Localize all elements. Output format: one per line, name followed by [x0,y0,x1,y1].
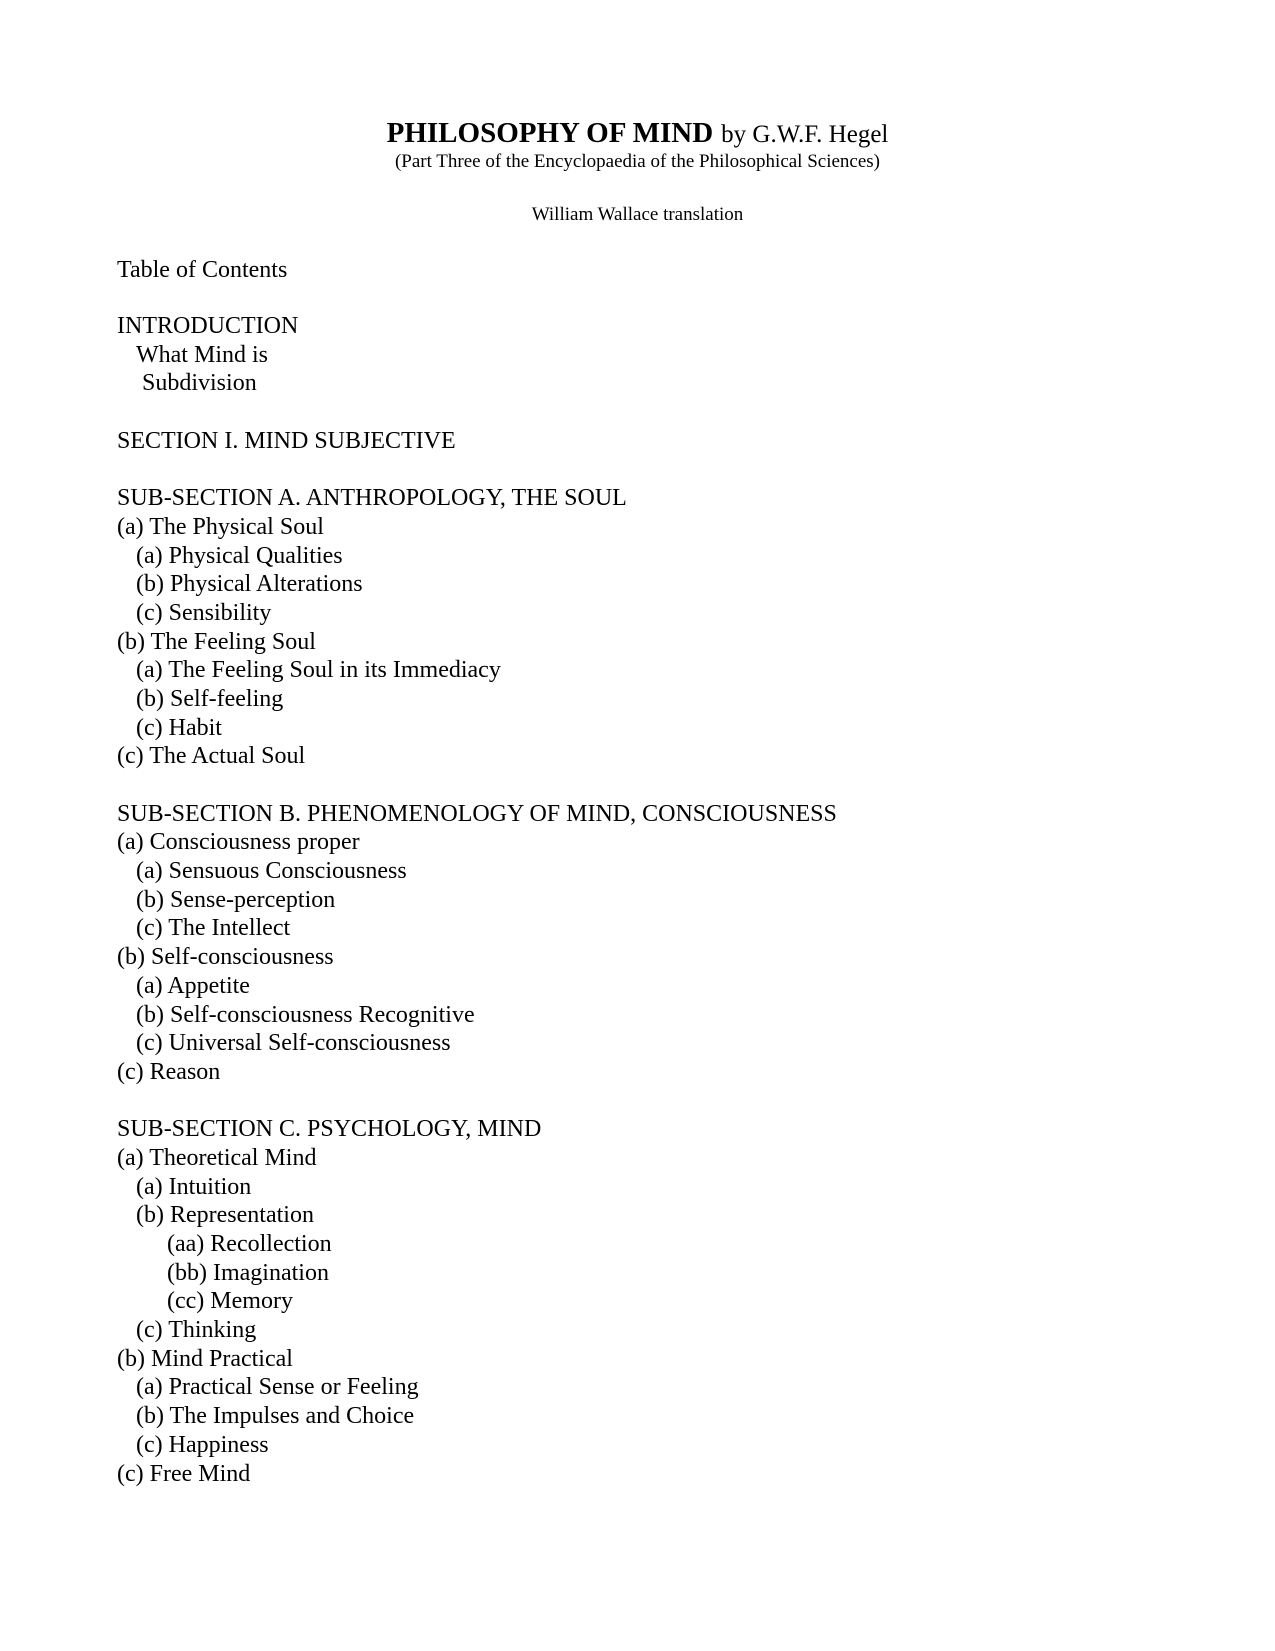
document-author: by G.W.F. Hegel [721,121,889,148]
toc-entry: (c) Universal Self-consciousness [136,1030,451,1057]
toc-entry: SECTION I. MIND SUBJECTIVE [117,427,456,454]
toc-entry: INTRODUCTION [117,313,299,339]
translator-credit: William Wallace translation [531,204,744,225]
toc-entry: Subdivision [142,370,257,397]
toc-entry: (cc) Memory [167,1288,293,1315]
toc-entry: SUB-SECTION C. PSYCHOLOGY, MIND [117,1116,542,1143]
toc-entry: (c) Sensibility [136,599,272,626]
toc-entry: (b) Physical Alterations [136,571,363,598]
toc-entry: (b) Self-consciousness Recognitive [136,1001,475,1028]
toc-entry: (b) Self-consciousness [117,944,334,971]
toc-entry: (a) The Feeling Soul in its Immediacy [136,657,501,684]
toc-entry: (c) Happiness [136,1431,269,1458]
toc-entry: (b) Sense-perception [136,886,336,913]
toc-entry: (a) Intuition [136,1173,252,1200]
toc-entry: (c) Free Mind [117,1460,251,1487]
toc-entry: (b) The Feeling Soul [117,628,316,655]
toc-entry: SUB-SECTION A. ANTHROPOLOGY, THE SOUL [117,485,627,512]
toc-entry: (a) Consciousness proper [117,829,360,856]
toc-entry: (c) The Actual Soul [117,743,306,770]
toc-entry: (a) The Physical Soul [117,513,324,540]
toc-entry: (a) Theoretical Mind [117,1144,317,1171]
toc-entry: (a) Practical Sense or Feeling [136,1374,419,1401]
toc-entry: (a) Sensuous Consciousness [136,858,407,885]
toc-entry: (c) Reason [117,1058,221,1085]
toc-entry: (a) Physical Qualities [136,542,343,569]
toc-entry: What Mind is [136,341,268,368]
toc-entry: (b) Self-feeling [136,685,284,712]
toc-entry: (b) Mind Practical [117,1345,293,1372]
toc-entry: (a) Appetite [136,972,250,999]
toc-entry: SUB-SECTION B. PHENOMENOLOGY OF MIND, CONSCIOUSNESS [117,800,837,827]
toc-entry: (bb) Imagination [167,1259,329,1286]
document-title: PHILOSOPHY OF MIND [386,117,714,149]
table-of-contents [117,312,837,1488]
toc-entry: (c) Habit [136,714,222,741]
toc-entry: (c) The Intellect [136,915,291,942]
toc-entry: (c) Thinking [136,1317,257,1344]
toc-heading: Table of Contents [117,257,288,283]
toc-entry: (b) The Impulses and Choice [136,1403,415,1430]
toc-entry: (aa) Recollection [167,1231,332,1257]
document-subtitle: (Part Three of the Encyclopaedia of the Philosophical Sciences) [394,151,881,172]
toc-entry: (b) Representation [136,1202,314,1229]
title-line [0,116,1275,152]
